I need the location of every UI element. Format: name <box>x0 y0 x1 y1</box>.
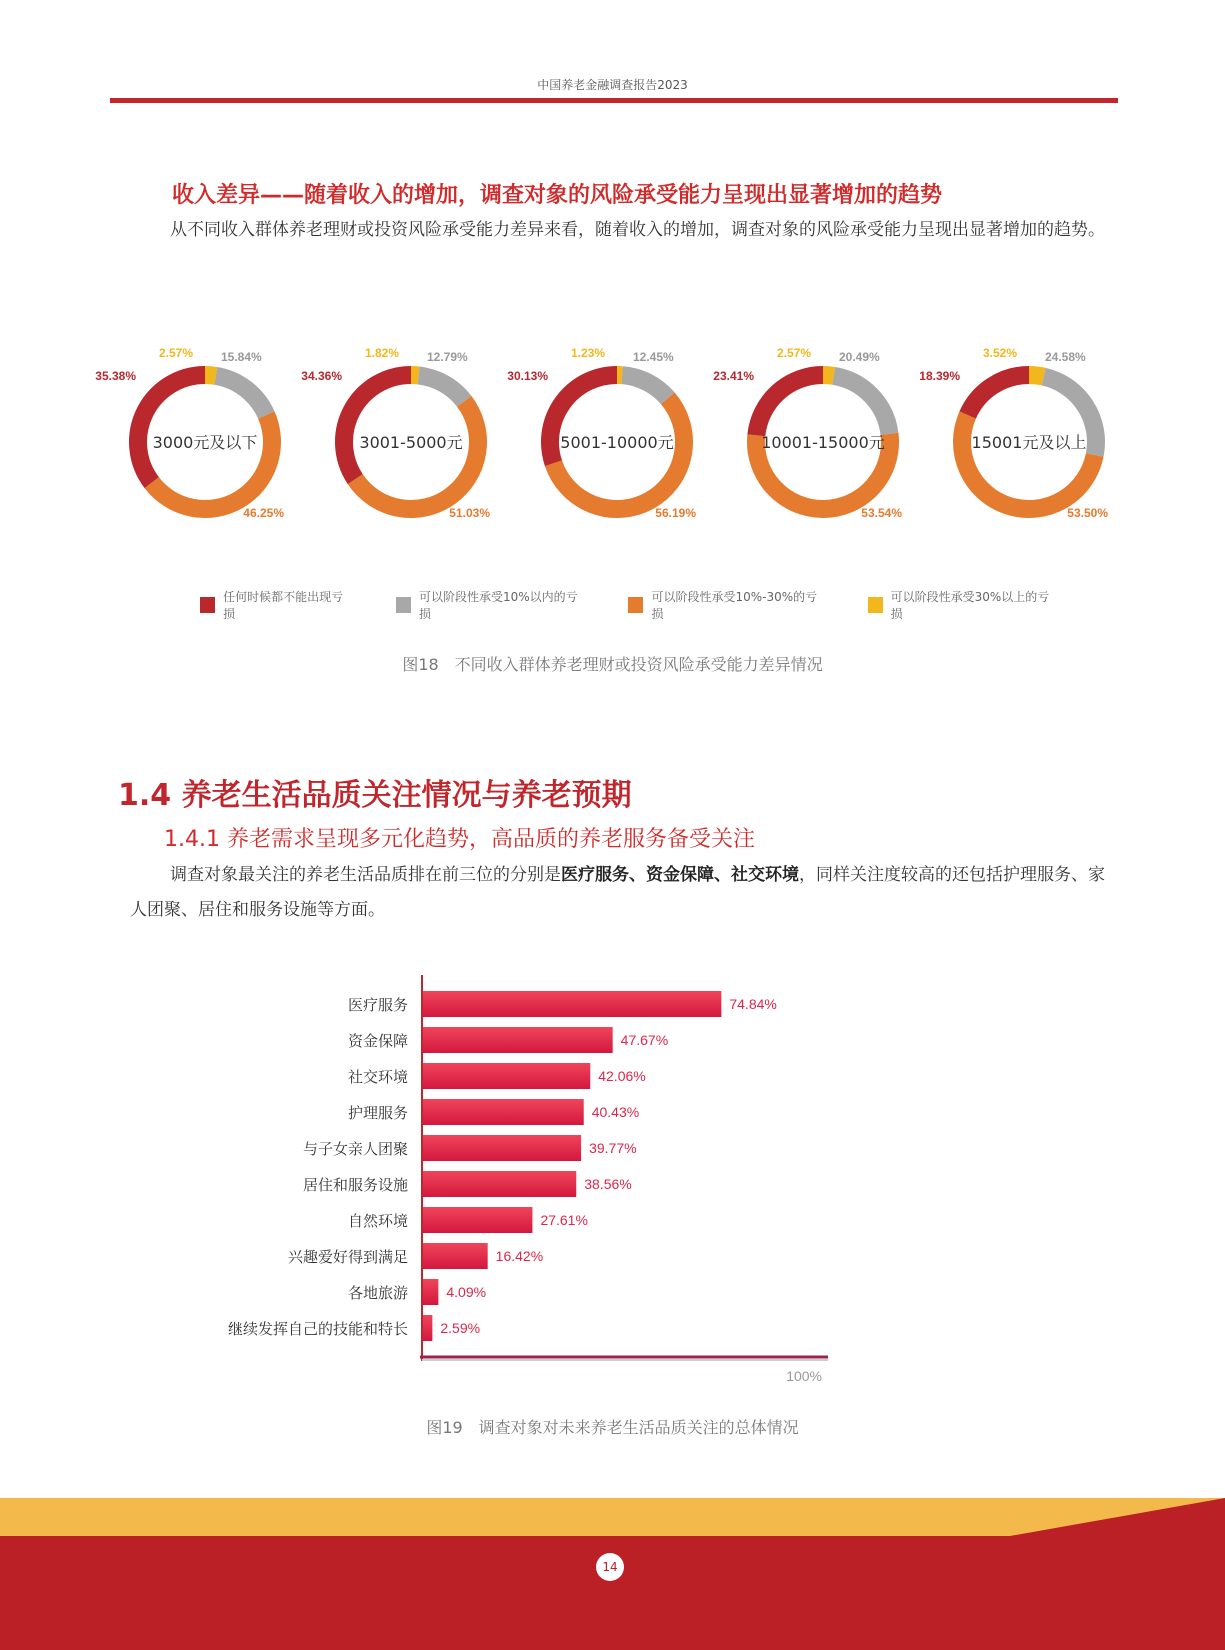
donut-value-label: 3.52% <box>982 346 1017 360</box>
page-number: 14 <box>596 1553 624 1581</box>
donut-value-label: 2.57% <box>158 346 193 360</box>
donut-segment <box>962 415 1095 509</box>
bar-value-label: 27.61% <box>540 1212 588 1228</box>
bar-value-label: 42.06% <box>598 1068 646 1084</box>
donut-segment <box>823 375 834 376</box>
donut-chart <box>95 346 284 520</box>
legend-item <box>628 588 819 622</box>
donut-segment <box>968 375 1029 415</box>
bar-value-label: 38.56% <box>584 1176 632 1192</box>
donut-chart <box>713 346 902 520</box>
donut-chart <box>507 346 696 520</box>
bar-value-label: 40.43% <box>591 1104 640 1120</box>
donut-value-label: 12.79% <box>427 350 468 364</box>
donut-segment <box>205 375 216 376</box>
legend-swatch <box>200 597 215 613</box>
legend-item <box>868 588 1053 622</box>
bar <box>422 1063 590 1089</box>
bar-category-label: 各地旅游 <box>347 1284 408 1302</box>
donut-value-label: 20.49% <box>839 350 880 364</box>
legend-label: 可以阶段性承受10%以内的亏损 <box>418 590 578 621</box>
donut-segment <box>1029 375 1044 377</box>
donut-segment <box>216 376 267 415</box>
donut-segment <box>756 375 823 435</box>
legend-label: 任何时候都不能出现亏损 <box>223 590 344 621</box>
section-b-paragraph <box>130 858 1115 928</box>
donut-center-label: 5001-10000元 <box>560 433 674 452</box>
donut-segment <box>138 375 205 483</box>
header-title: 中国养老金融调查报告2023 <box>537 78 688 92</box>
header-rule <box>110 98 1118 103</box>
paragraph-text-post: ，同样关注度较高的还包括护理服务、家人团聚、居住和服务设施等方面。 <box>130 865 1105 920</box>
legend-swatch <box>628 597 643 613</box>
footer-wedge <box>0 1498 1225 1538</box>
bar-value-label: 74.84% <box>729 996 777 1012</box>
donut-segment <box>344 375 411 479</box>
x-axis-max-label: 100% <box>786 1368 822 1384</box>
donut-segment <box>419 375 465 401</box>
figure-18-caption: 图18 不同收入群体养老理财或投资风险承受能力差异情况 <box>402 655 823 674</box>
bar <box>422 1027 613 1053</box>
donut-segment <box>553 398 684 509</box>
paragraph-text-pre: 调查对象最关注的养老生活品质排在前三位的分别是 <box>170 865 561 885</box>
section-subheading: 收入差异——随着收入的增加，调查对象的风险承受能力呈现出显著增加的趋势 <box>172 183 943 208</box>
bar <box>422 1279 438 1305</box>
donut-value-label: 2.57% <box>776 346 811 360</box>
donut-segment <box>622 375 668 398</box>
donut-value-label: 1.23% <box>570 346 605 360</box>
legend-item <box>200 588 348 622</box>
legend-label: 可以阶段性承受30%以上的亏损 <box>890 590 1050 621</box>
bar-value-label: 39.77% <box>589 1140 637 1156</box>
bar <box>422 1099 584 1125</box>
figure-19-caption: 图19 调查对象对未来养老生活品质关注的总体情况 <box>426 1418 799 1437</box>
bar-category-label: 资金保障 <box>347 1032 408 1050</box>
donut-value-label: 30.13% <box>507 369 548 383</box>
donut-center-label: 3000元及以下 <box>152 433 258 452</box>
legend-item <box>396 588 581 622</box>
bar <box>422 991 721 1017</box>
bar-category-label: 兴趣爱好得到满足 <box>287 1248 408 1266</box>
bar-category-label: 居住和服务设施 <box>302 1176 408 1194</box>
donut-chart <box>919 346 1108 520</box>
section-heading: 1.4 养老生活品质关注情况与养老预期 <box>118 778 632 813</box>
donut-segment <box>152 415 272 509</box>
donut-value-label: 15.84% <box>221 350 262 364</box>
donut-center-label: 10001-15000元 <box>761 433 885 452</box>
bar-category-label: 社交环境 <box>347 1068 408 1086</box>
paragraph-text-bold: 医疗服务、资金保障、社交环境 <box>561 865 799 885</box>
section-paragraph: 从不同收入群体养老理财或投资风险承受能力差异来看，随着收入的增加，调查对象的风险承受能力呈现出显著增加的趋势。 <box>170 220 1105 240</box>
donut-value-label: 46.25% <box>243 506 284 520</box>
bar-value-label: 4.09% <box>446 1284 487 1300</box>
donut-value-label: 34.36% <box>301 369 342 383</box>
bar <box>422 1207 532 1233</box>
bar <box>422 1171 576 1197</box>
donut-value-label: 53.54% <box>861 506 902 520</box>
donut-segment <box>834 376 890 434</box>
donut-legend <box>200 588 1100 622</box>
donut-value-label: 24.58% <box>1045 350 1086 364</box>
donut-charts <box>95 320 1140 540</box>
bar-value-label: 47.67% <box>620 1032 669 1048</box>
donut-value-label: 18.39% <box>919 369 960 383</box>
bar-category-label: 医疗服务 <box>347 996 408 1014</box>
donut-value-label: 12.45% <box>633 350 674 364</box>
bar-chart <box>190 975 850 1385</box>
donut-segment <box>355 401 478 509</box>
bar-category-label: 自然环境 <box>347 1212 408 1230</box>
donut-center-label: 3001-5000元 <box>359 433 463 452</box>
legend-swatch <box>868 597 883 613</box>
bar-category-label: 护理服务 <box>347 1104 408 1122</box>
donut-center-label: 15001元及以上 <box>971 433 1087 452</box>
legend-swatch <box>396 597 411 613</box>
bar-category-label: 与子女亲人团聚 <box>302 1140 408 1158</box>
bar <box>422 1243 488 1269</box>
subsection-heading: 1.4.1 养老需求呈现多元化趋势，高品质的养老服务备受关注 <box>164 827 755 852</box>
legend-label: 可以阶段性承受10%-30%的亏损 <box>651 590 818 621</box>
donut-value-label: 56.19% <box>655 506 696 520</box>
donut-value-label: 53.50% <box>1067 506 1108 520</box>
bar-value-label: 2.59% <box>440 1320 481 1336</box>
donut-chart <box>301 346 490 520</box>
donut-value-label: 1.82% <box>364 346 399 360</box>
bar-category-label: 继续发挥自己的技能和特长 <box>227 1320 408 1338</box>
donut-value-label: 51.03% <box>449 506 490 520</box>
bar-value-label: 16.42% <box>495 1248 544 1264</box>
donut-value-label: 35.38% <box>95 369 136 383</box>
bar <box>422 1315 432 1341</box>
donut-value-label: 23.41% <box>713 369 754 383</box>
bar <box>422 1135 581 1161</box>
